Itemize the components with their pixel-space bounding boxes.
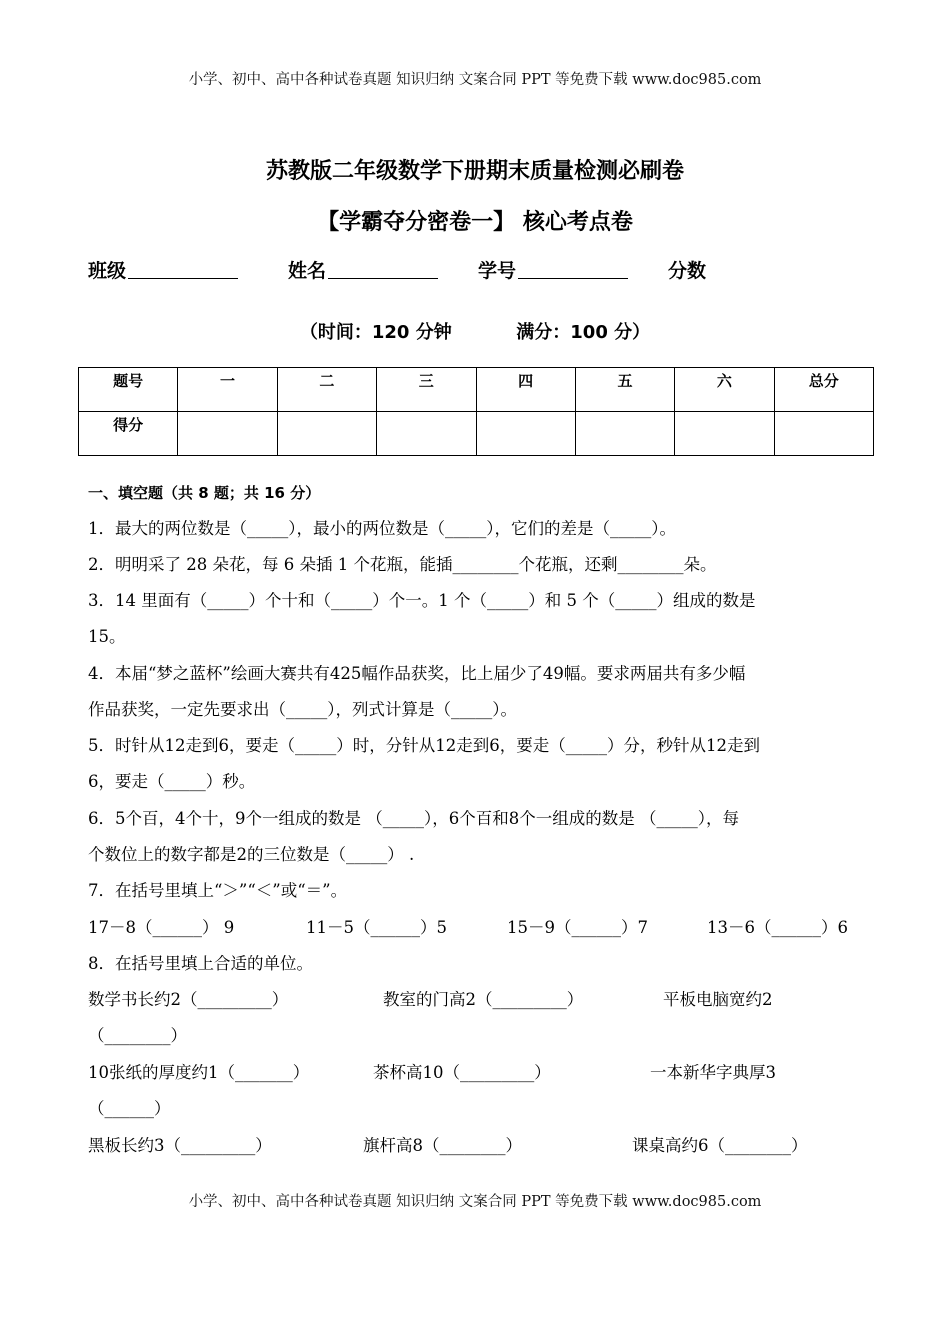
score-cell[interactable] — [675, 412, 774, 456]
q7-item: 13－6（______）6 — [707, 918, 848, 937]
class-blank[interactable] — [128, 258, 238, 279]
student-id-blank[interactable] — [518, 258, 628, 279]
question-2: 2．明明采了 28 朵花，每 6 朵插 1 个花瓶，能插________个花瓶，还剩________朵。 — [88, 555, 717, 574]
score-table-header: 三 — [377, 368, 476, 412]
question-4-line-1: 4．本届“梦之蓝杯”绘画大赛共有425幅作品获奖，比上届少了49幅。要求两届共有多少幅 — [88, 664, 746, 683]
score-cell[interactable] — [377, 412, 476, 456]
score-cell[interactable] — [575, 412, 674, 456]
score-table-score-row — [79, 412, 874, 456]
q8-item: 10张纸的厚度约1（_______） — [88, 1063, 310, 1082]
q7-item: 15－9（______）7 — [507, 918, 648, 937]
exam-subtitle: 【学霸夺分密卷一】 核心考点卷 — [317, 210, 633, 235]
class-label: 班级 — [88, 260, 127, 282]
name-blank[interactable] — [328, 258, 438, 279]
question-7: 7．在括号里填上“＞”“＜”或“＝”。 — [88, 881, 348, 900]
q8-item: 教室的门高2（_________） — [383, 990, 584, 1009]
class-field[interactable] — [88, 256, 238, 283]
q8-item: 数学书长约2（_________） — [88, 990, 289, 1009]
q8-item: 旗杆高8（________） — [363, 1136, 522, 1155]
question-6-line-1: 6．5个百，4个十，9个一组成的数是 （_____），6个百和8个一组成的数是 （_____），每 — [88, 809, 739, 828]
q8-item: 茶杯高10（_________） — [373, 1063, 551, 1082]
score-cell[interactable] — [476, 412, 575, 456]
student-info-row — [88, 256, 868, 284]
score-table-header: 四 — [476, 368, 575, 412]
name-label: 姓名 — [288, 260, 327, 282]
score-table-header-row — [79, 368, 874, 412]
question-4-line-2: 作品获奖，一定先要求出（_____），列式计算是（_____）。 — [88, 700, 517, 719]
score-table-header: 六 — [675, 368, 774, 412]
score-table-header: 题号 — [79, 368, 178, 412]
question-6-line-2: 个数位上的数字都是2的三位数是（_____） . — [88, 845, 415, 864]
score-field — [668, 256, 706, 283]
q8-item: 一本新华字典厚3 — [650, 1063, 776, 1082]
question-3-line-2: 15。 — [88, 627, 126, 646]
score-table-header: 二 — [277, 368, 376, 412]
score-row-label: 得分 — [79, 412, 178, 456]
q7-item: 11－5（______）5 — [306, 918, 447, 937]
student-id-field[interactable] — [478, 256, 628, 283]
q8-item: 黑板长约3（_________） — [88, 1136, 272, 1155]
question-5-line-1: 5．时针从12走到6，要走（_____）时，分针从12走到6，要走（_____）分，秒针从12走到 — [88, 736, 760, 755]
score-cell[interactable] — [277, 412, 376, 456]
student-id-label: 学号 — [478, 260, 517, 282]
q8-item-wrap: （________） — [88, 1026, 187, 1045]
q8-item-wrap: （______） — [88, 1099, 171, 1118]
q8-item: 课桌高约6（________） — [632, 1136, 808, 1155]
score-table — [78, 367, 874, 456]
footer-banner: 小学、初中、高中各种试卷真题 知识归纳 文案合同 PPT 等免费下载 www.doc985.com — [188, 1194, 762, 1210]
exam-full-score: 满分：100 分） — [516, 322, 651, 343]
q8-item: 平板电脑宽约2 — [663, 990, 773, 1009]
score-label: 分数 — [668, 260, 707, 282]
name-field[interactable] — [288, 256, 438, 283]
header-banner: 小学、初中、高中各种试卷真题 知识归纳 文案合同 PPT 等免费下载 www.doc985.com — [188, 72, 762, 88]
score-cell[interactable] — [774, 412, 873, 456]
q7-item: 17－8（______） 9 — [88, 918, 235, 937]
score-table-header: 总分 — [774, 368, 873, 412]
question-1: 1．最大的两位数是（_____），最小的两位数是（_____），它们的差是（_____）。 — [88, 519, 676, 538]
question-3-line-1: 3．14 里面有（_____）个十和（_____）个一。1 个（_____）和 5 个（_____）组成的数是 — [88, 591, 756, 610]
exam-meta — [0, 318, 950, 344]
score-table-header: 一 — [178, 368, 277, 412]
exam-time: （时间：120 分钟 — [299, 322, 452, 343]
section-heading: 一、填空题（共 8 题；共 16 分） — [88, 484, 321, 502]
question-8: 8．在括号里填上合适的单位。 — [88, 954, 313, 973]
exam-title: 苏教版二年级数学下册期末质量检测必刷卷 — [265, 159, 684, 184]
question-5-line-2: 6，要走（_____）秒。 — [88, 772, 256, 791]
score-cell[interactable] — [178, 412, 277, 456]
score-table-header: 五 — [575, 368, 674, 412]
